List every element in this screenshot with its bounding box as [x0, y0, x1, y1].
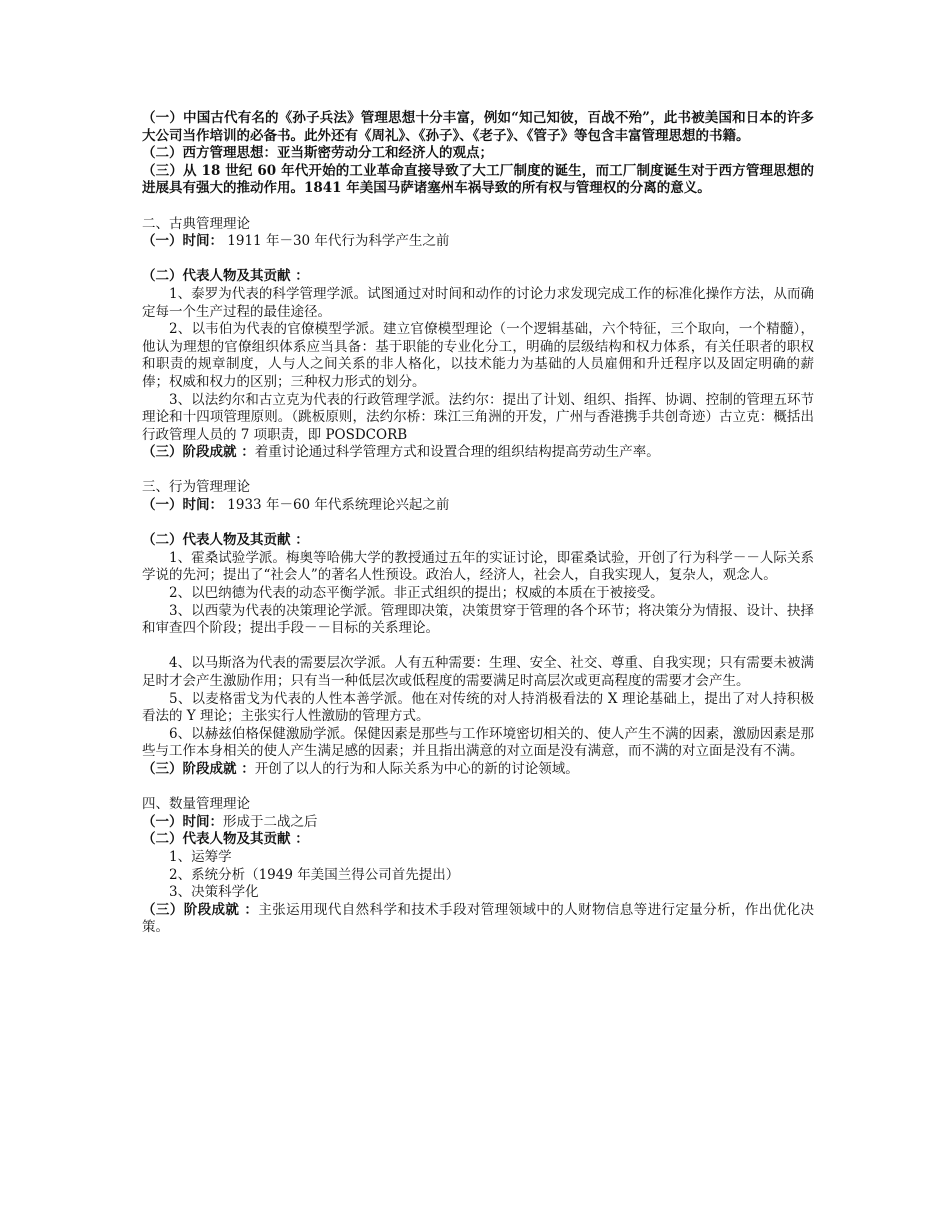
spacer: [142, 462, 814, 480]
intro-paragraph-1: （一）中国古代有名的《孙子兵法》管理思想十分丰富，例如“知己知彼，百战不殆”，此书被美国和日本的许多大公司当作培训的必备书。此外还有《周礼》、《孙子》、《老子》、《管子》等包含丰富管理思想的书籍。: [142, 110, 814, 144]
classical-time-value: 1911 年－30 年代行为科学产生之前: [223, 233, 450, 250]
behavioral-item-6: 6、以赫兹伯格保健激励学派。保健因素是那些与工作环境密切相关的、使人产生不满的因素，激励因素是那些与工作本身相关的使人产生满足感的因素；并且指出满意的对立面是没有满意，而不满的对立面是没有不满。: [142, 725, 814, 760]
classical-item-2: 2、以韦伯为代表的官僚模型学派。建立官僚模型理论（一个逻辑基础，六个特征，三个取向，一个精髓），他认为理想的官僚组织体系应当具备：基于职能的专业化分工，明确的层级结构和权力体系，有关任职者的职权和职责的规章制度，人与人之间关系的非人格化，以技术能力为基础的人员雇佣和升迁程序以及固定明确的薪俸；权威和权力的区别；三种权力形式的划分。: [142, 321, 814, 390]
behavioral-time: [142, 497, 814, 515]
quantitative-item-3: 3、决策科学化: [169, 884, 259, 901]
behavioral-item-3: 3、以西蒙为代表的决策理论学派。管理即决策，决策贯穿于管理的各个环节；将决策分为情报、设计、抉择和审查四个阶段；提出手段－－目标的关系理论。: [142, 602, 814, 637]
quantitative-people-label: （二）代表人物及其贡献 ：: [142, 831, 309, 848]
spacer: [142, 779, 814, 797]
spacer: [142, 515, 814, 533]
quantitative-item-1: 1、运筹学: [169, 848, 232, 865]
classical-people-label: （二）代表人物及其贡献 ：: [142, 268, 309, 285]
intro-paragraph-3: （三）从 18 世纪 60 年代开始的工业革命直接导致了大工厂制度的诞生，而工厂制度诞生对于西方管理思想的进展具有强大的推动作用。1841 年美国马萨诸塞州车祸导致的所有权与管理权的分离的意义。: [142, 162, 814, 197]
behavioral-people-label: （二）代表人物及其贡献 ：: [142, 532, 309, 549]
classical-item-3: 3、以法约尔和古立克为代表的行政管理学派。法约尔：提出了计划、组织、指挥、协调、控制的管理五环节理论和十四项管理原则。（跳板原则，法约尔桥：珠江三角洲的开发，广州与香港携手共创奇迹）古立克：概括出行政管理人员的 7 项职责，即 POSDCORB: [142, 391, 814, 443]
quantitative-time: [142, 814, 814, 832]
classical-time: [142, 233, 814, 251]
quantitative-item-2: 2、系统分析（1949 年美国兰得公司首先提出）: [169, 866, 460, 883]
quantitative-result-label: （三）阶段成就 ：: [142, 901, 259, 918]
section-title-classical: 二、古典管理理论: [142, 215, 250, 232]
behavioral-item-2: 2、以巴纳德为代表的动态平衡学派。非正式组织的提出；权威的本质在于被接受。: [169, 585, 664, 602]
spacer: [142, 198, 814, 216]
behavioral-time-label: （一）时间：: [142, 497, 223, 514]
classical-result: [142, 444, 814, 462]
quantitative-result-value: 主张运用现代自然科学和技术手段对管理领域中的人财物信息等进行定量分析，作出优化决策。: [142, 901, 815, 936]
document-page: [142, 110, 814, 937]
behavioral-item-5: 5、以麦格雷戈为代表的人性本善学派。他在对传统的对人持消极看法的 X 理论基础上，提出了对人持积极看法的 Y 理论；主张实行人性激励的管理方式。: [142, 690, 814, 725]
section-title-quantitative: 四、数量管理理论: [142, 796, 250, 813]
quantitative-time-label: （一）时间：: [142, 813, 223, 830]
quantitative-result: [142, 902, 814, 937]
behavioral-result-value: 开创了以人的行为和人际关系为中心的新的讨论领域。: [254, 760, 579, 777]
behavioral-time-value: 1933 年－60 年代系统理论兴起之前: [223, 497, 450, 514]
quantitative-time-value: 形成于二战之后: [223, 813, 318, 830]
intro-paragraph-2: （二）西方管理思想：亚当斯密劳动分工和经济人的观点；: [142, 145, 493, 162]
classical-time-label: （一）时间：: [142, 233, 223, 250]
spacer: [142, 251, 814, 269]
spacer: [142, 638, 814, 656]
classical-result-value: 着重讨论通过科学管理方式和设置合理的组织结构提高劳动生产率。: [254, 444, 660, 461]
classical-item-1: 1、泰罗为代表的科学管理学派。试图通过对时间和动作的讨论力求发现完成工作的标准化操作方法，从而确定每一个生产过程的最佳途径。: [142, 285, 814, 320]
section-title-behavioral: 三、行为管理理论: [142, 479, 250, 496]
behavioral-result: [142, 761, 814, 779]
classical-result-label: （三）阶段成就 ：: [142, 444, 255, 461]
behavioral-item-4: 4、以马斯洛为代表的需要层次学派。人有五种需要：生理、安全、社交、尊重、自我实现；只有需要未被满足时才会产生激励作用；只有当一种低层次或低程度的需要满足时高层次或更高程度的需要才会产生。: [142, 655, 814, 689]
behavioral-item-1: 1、霍桑试验学派。梅奥等哈佛大学的教授通过五年的实证讨论，即霍桑试验，开创了行为科学－－人际关系学说的先河；提出了“社会人”的著名人性预设。政治人，经济人，社会人，自我实现人，复杂人，观念人。: [142, 549, 814, 584]
behavioral-result-label: （三）阶段成就 ：: [142, 760, 255, 777]
